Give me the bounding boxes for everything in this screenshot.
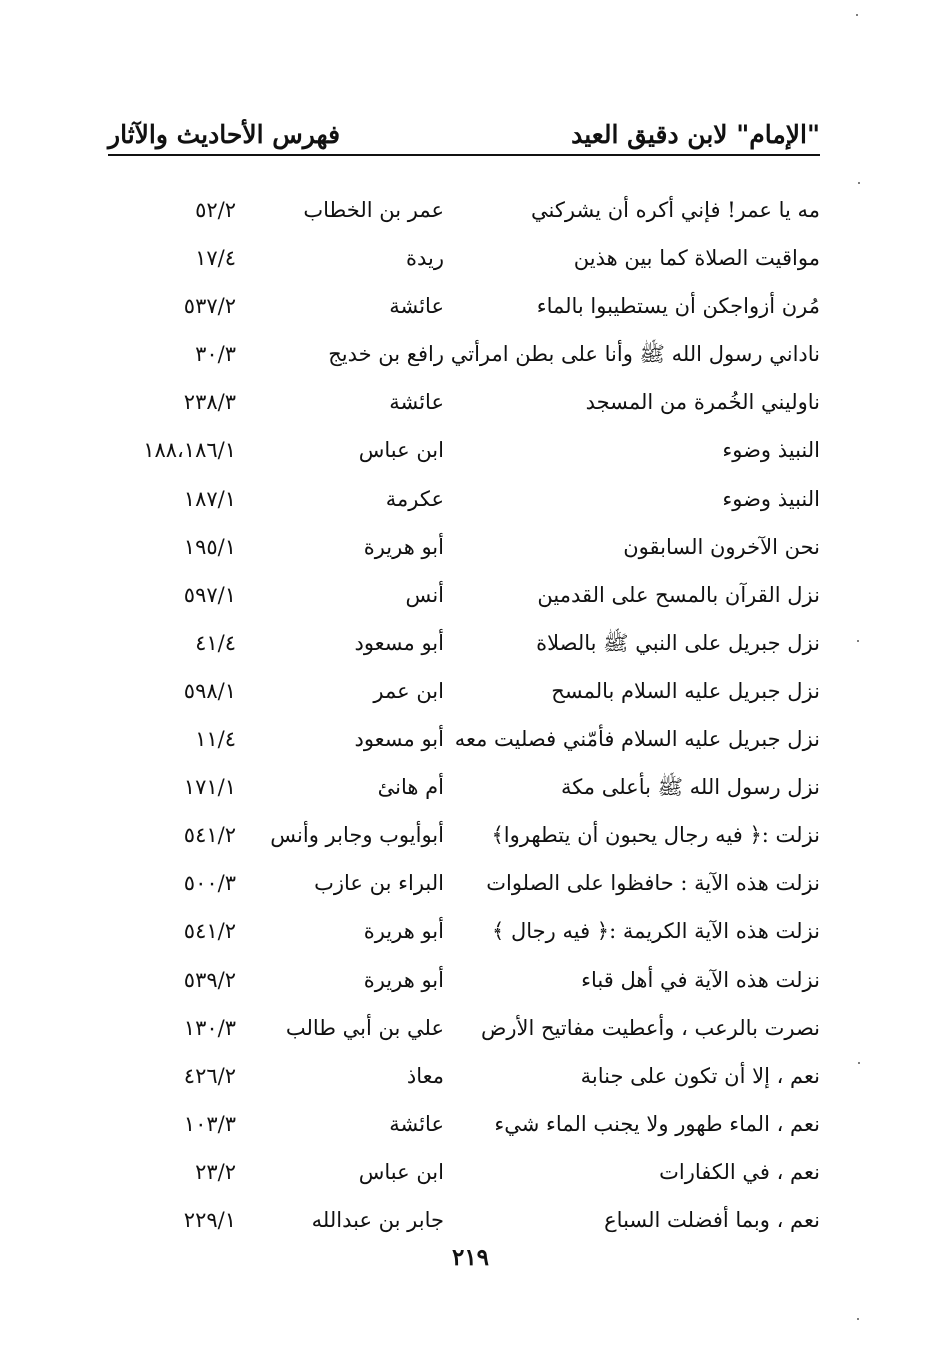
hadith-text: نصرت بالرعب ، وأعطيت مفاتيح الأرض [481,1015,820,1040]
hadith-text: ناوليني الخُمرة من المسجد [585,390,820,415]
volume-page-ref: ٥٩٨/١ [183,678,236,703]
volume-page-ref: ٥٩٧/١ [183,582,236,607]
index-row [0,1004,941,1052]
volume-page-ref: ٤٢٦/٢ [183,1063,236,1088]
hadith-text: نزلت هذه الآية الكريمة :﴿ فيه رجال ﴾ [492,919,820,944]
hadith-text: نزل جبريل عليه السلام بالمسح [551,678,820,703]
volume-page-ref: ٤١/٤ [195,630,236,655]
hadith-text: مواقيت الصلاة كما بين هذين [573,246,820,271]
hadith-text: مُرن أزواجكن أن يستطيبوا بالماء [536,294,820,319]
narrator: أنس [405,582,444,607]
hadith-text: النبيذ وضوء [722,438,820,463]
volume-page-ref: ١٧١/١ [183,775,236,800]
index-row [0,282,941,330]
volume-page-ref: ٥٤١/٢ [183,823,236,848]
volume-page-ref: ٥٣٩/٢ [183,967,236,992]
hadith-text: نزلت هذه الآية في أهل قباء [581,967,820,992]
volume-page-ref: ٣٠/٣ [195,342,236,367]
index-row [0,907,941,955]
narrator: عائشة [389,1111,444,1136]
narrator: عكرمة [385,486,444,511]
scan-speck [857,640,859,642]
narrator: جابر بن عبدالله [311,1207,444,1232]
narrator: ابن عباس [358,438,444,463]
narrator: عمر بن الخطاب [303,198,444,222]
narrator: ابن عمر [373,678,444,703]
index-row [0,186,941,234]
narrator: أبو مسعود [354,630,444,655]
hadith-text: النبيذ وضوء [722,486,820,511]
hadith-text: نعم ، إلا أن تكون على جنابة [580,1063,820,1088]
section-title: فهرس الأحاديث والآثار [108,120,341,149]
scan-speck [858,1062,860,1064]
index-row [0,234,941,282]
header-rule [108,154,820,156]
volume-page-ref: ٥٤١/٢ [183,919,236,944]
hadith-text: نعم ، وبما أفضلت السباع [604,1207,820,1232]
narrator: علي بن أبي طالب [285,1015,444,1040]
index-row [0,523,941,571]
index-row [0,475,941,523]
book-title: "الإمام" لابن دقيق العيد [571,120,820,149]
index-row [0,378,941,426]
index-row [0,1148,941,1196]
hadith-text: مه يا عمر! فإني أكره أن يشركني [531,198,820,222]
index-row [0,1196,941,1244]
volume-page-ref: ٥٢/٢ [195,198,236,222]
index-row [0,956,941,1004]
hadith-text: نزل رسول الله ﷺ بأعلى مكة [560,775,820,800]
volume-page-ref: ١٨٨،١٨٦/١ [143,438,236,463]
index-row [0,667,941,715]
page-number: ٢١٩ [451,1244,490,1271]
narrator: أبو مسعود [354,727,444,752]
volume-page-ref: ٥٠٠/٣ [183,871,236,896]
volume-page-ref: ٢٢٩/١ [183,1207,236,1232]
narrator: أبو هريرة [363,534,444,559]
hadith-text: ناداني رسول الله ﷺ وأنا على بطن امرأتي [450,342,820,367]
hadith-text: نحن الآخرون السابقون [623,534,820,559]
index-row [0,1100,941,1148]
index-row [0,571,941,619]
narrator: أبوأيوب وجابر وأنس [270,823,444,848]
volume-page-ref: ١٣٠/٣ [183,1015,236,1040]
index-row [0,619,941,667]
narrator: أبو هريرة [363,919,444,944]
hadith-text: نزلت :﴿ فيه رجال يحبون أن يتطهروا﴾ [491,823,820,848]
volume-page-ref: ١٨٧/١ [183,486,236,511]
hadith-index-list [0,186,941,1244]
volume-page-ref: ١٩٥/١ [183,534,236,559]
hadith-text: نزل جبريل عليه السلام فأمّني فصليت معه [454,727,820,752]
volume-page-ref: ٥٣٧/٢ [183,294,236,319]
page-header [108,118,820,154]
scan-speck [856,14,858,16]
hadith-text: نعم ، في الكفارات [659,1159,820,1184]
hadith-text: نزل القرآن بالمسح على القدمين [537,582,820,607]
narrator: عائشة [389,390,444,415]
narrator: رافع بن خديج [328,342,444,367]
hadith-text: نزلت هذه الآية : حافظوا على الصلوات [486,871,820,896]
index-row [0,330,941,378]
index-row [0,426,941,474]
hadith-text: نعم ، الماء طهور ولا يجنب الماء شيء [494,1111,820,1136]
volume-page-ref: ١١/٤ [195,727,236,752]
index-row [0,859,941,907]
scan-speck [858,182,860,184]
narrator: عائشة [389,294,444,319]
narrator: ابن عباس [358,1159,444,1184]
volume-page-ref: ١٧/٤ [195,246,236,271]
index-row [0,715,941,763]
narrator: أبو هريرة [363,967,444,992]
narrator: ريدة [405,246,444,271]
index-row [0,1052,941,1100]
hadith-text: نزل جبريل على النبي ﷺ بالصلاة [536,630,820,655]
narrator: البراء بن عازب [314,871,444,896]
volume-page-ref: ١٠٣/٣ [183,1111,236,1136]
index-row [0,811,941,859]
scan-speck [857,1318,859,1320]
index-row [0,763,941,811]
volume-page-ref: ٢٣٨/٣ [183,390,236,415]
narrator: معاذ [406,1063,444,1088]
narrator: أم هانئ [377,775,444,800]
volume-page-ref: ٢٣/٢ [195,1159,236,1184]
